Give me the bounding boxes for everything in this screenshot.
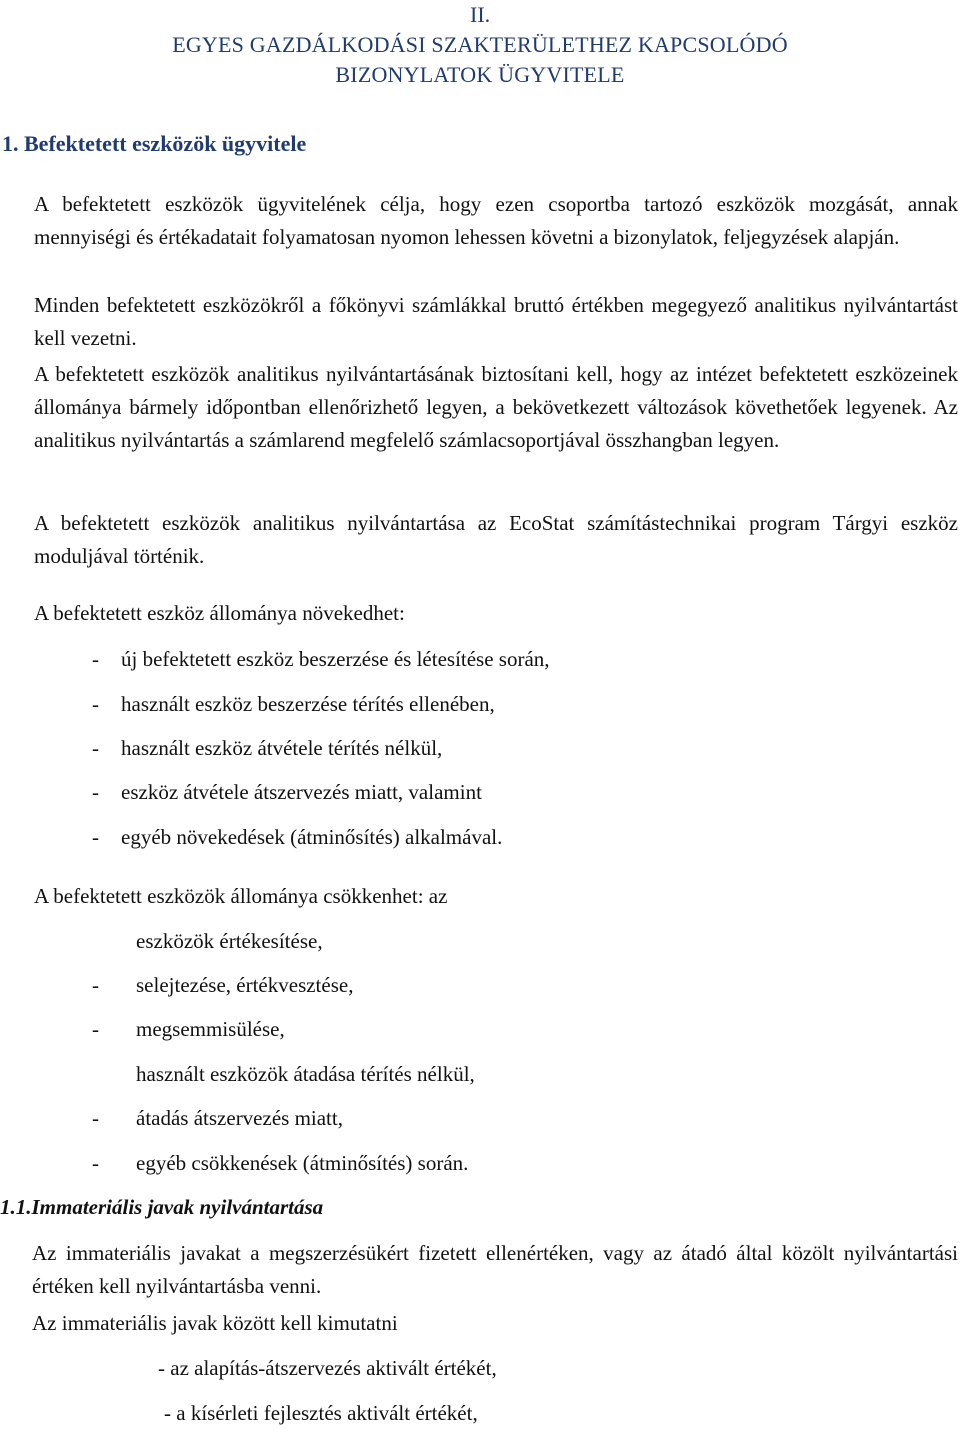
increase-intro: A befektetett eszköz állománya növekedhet: xyxy=(34,601,405,625)
list-bullet: - xyxy=(92,973,99,997)
list-bullet: - xyxy=(92,1017,99,1041)
list-item: eszközök értékesítése, xyxy=(136,929,323,953)
subsection-heading: 1.1.Immateriális javak nyilvántartása xyxy=(0,1195,324,1219)
list-item: eszköz átvétele átszervezés miatt, valamint xyxy=(121,780,482,804)
paragraph-ecostat: A befektetett eszközök analitikus nyilvántartása az EcoStat számítástechnikai program Tárgyi eszköz moduljával történik. xyxy=(34,511,958,568)
chapter-title-line-1: EGYES GAZDÁLKODÁSI SZAKTERÜLETHEZ KAPCSOLÓDÓ xyxy=(172,32,788,57)
list-item: új befektetett eszköz beszerzése és létesítése során, xyxy=(121,647,550,671)
list-bullet: - xyxy=(92,1151,99,1175)
list-item: egyéb növekedések (átminősítés) alkalmával. xyxy=(121,825,503,849)
list-item: selejtezése, értékvesztése, xyxy=(136,973,354,997)
section-heading: 1. Befektetett eszközök ügyvitele xyxy=(2,131,307,156)
chapter-number: II. xyxy=(470,2,491,27)
list-item: - az alapítás-átszervezés aktivált értékét, xyxy=(158,1356,497,1380)
paragraph-analytic-requirements: A befektetett eszközök analitikus nyilvántartásának biztosítani kell, hogy az intézet befektetett eszközeinek állománya bármely időpontban ellenőrizhető legyen, a bekövetkezett változások követhetőek legyenek. Az analitikus nyilvántartás a számlarend megfelelő számlacsoportjával összhangban legyen. xyxy=(34,362,958,452)
paragraph-intangible-valuation: Az immateriális javakat a megszerzésükért fizetett ellenértéken, vagy az átadó által közölt nyilvántartási értéken kell nyilvántartásba venni. xyxy=(32,1241,958,1298)
list-item: - a kísérleti fejlesztés aktivált értékét, xyxy=(164,1401,478,1425)
decrease-intro: A befektetett eszközök állománya csökkenhet: az xyxy=(34,884,448,908)
intangible-intro: Az immateriális javak között kell kimutatni xyxy=(32,1311,398,1335)
list-item: megsemmisülése, xyxy=(136,1017,285,1041)
chapter-title-line-2: BIZONYLATOK ÜGYVITELE xyxy=(335,62,625,87)
list-item: átadás átszervezés miatt, xyxy=(136,1106,343,1130)
list-bullet: - xyxy=(92,647,99,671)
list-item: használt eszköz beszerzése térítés ellenében, xyxy=(121,692,495,716)
list-item: használt eszköz átvétele térítés nélkül, xyxy=(121,736,443,760)
list-item: használt eszközök átadása térítés nélkül, xyxy=(136,1062,475,1086)
paragraph-analytic-records: Minden befektetett eszközökről a főkönyvi számlákkal bruttó értékben megegyező analitikus nyilvántartást kell vezetni. xyxy=(34,293,958,350)
list-item: egyéb csökkenések (átminősítés) során. xyxy=(136,1151,469,1175)
list-bullet: - xyxy=(92,736,99,760)
list-bullet: - xyxy=(92,780,99,804)
list-bullet: - xyxy=(92,1106,99,1130)
list-bullet: - xyxy=(92,692,99,716)
paragraph-purpose: A befektetett eszközök ügyvitelének célja, hogy ezen csoportba tartozó eszközök mozgását, annak mennyiségi és értékadatait folyamatosan nyomon lehessen követni a bizonylatok, feljegyzések alapján. xyxy=(34,192,958,249)
list-bullet: - xyxy=(92,825,99,849)
